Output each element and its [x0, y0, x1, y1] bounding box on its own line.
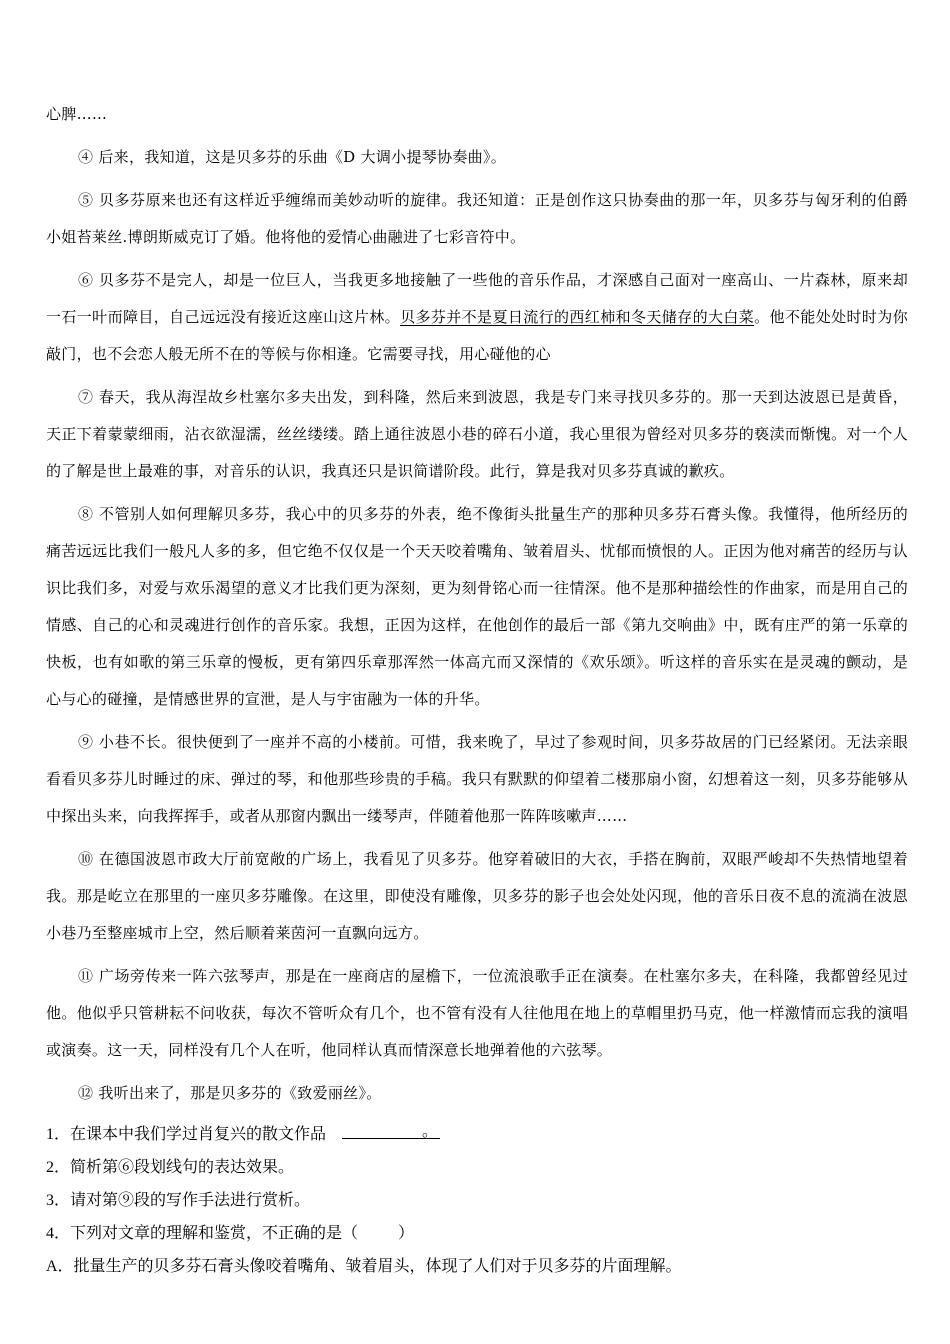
- question-2: 2．简析第⑥段划线句的表达效果。: [46, 1159, 295, 1176]
- paragraph-6: [46, 262, 908, 373]
- paragraph-11: ⑪ 广场旁传来一阵六弦琴声，那是在一座商店的屋檐下，一位流浪歌手正在演奏。在杜塞尔多夫，在科隆，我都曾经见过他。他似乎只管耕耘不问收获，每次不管听众有几个，也不管有没有人往他甩在地上的草帽里扔马克，他一样激情而忘我的演唱或演奏。这一天，同样没有几个人在听，他同样认真而情深意长地弹着他的六弦琴。: [46, 967, 908, 1059]
- answer-blank[interactable]: [342, 1120, 440, 1139]
- question-3: 3．请对第⑨段的写作手法进行赏析。: [46, 1192, 311, 1209]
- question-1: [46, 1118, 908, 1151]
- question-1-text: 1．在课本中我们学过肖复兴的散文作品: [46, 1126, 327, 1143]
- underlined-sentence: 贝多芬并不是夏日流行的西红柿和冬天储存的大白菜: [400, 308, 755, 326]
- paragraph-6-text-a: ⑥ 贝多芬不是完人，却是一位巨人，当我更多地接触了一些他的音乐作品，才深感自己面对一座高山、一片森林，原来却一石一叶而障目，自己远远没有接近这座山这片林。: [46, 271, 908, 326]
- paragraph-7: ⑦ 春天，我从海涅故乡杜塞尔多夫出发，到科隆，然后来到波恩，我是专门来寻找贝多芬的。那一天到达波恩已是黄昏，天正下着蒙蒙细雨，沾衣欲湿濡，丝丝缕缕。踏上通往波恩小巷的碎石小道，我心里很为曾经对贝多芬的亵渎而惭愧。对一个人的了解是世上最难的事，对音乐的认识，我真还只是识简谱阶段。此行，算是我对贝多芬真诚的歉疚。: [46, 388, 908, 480]
- paragraph-9: ⑨ 小巷不长。很快便到了一座并不高的小楼前。可惜，我来晚了，早过了参观时间，贝多芬故居的门已经紧闭。无法亲眼看看贝多芬儿时睡过的床、弹过的琴，和他那些珍贵的手稿。我只有默默的仰望着二楼那扇小窗，幻想着这一刻，贝多芬能够从中探出头来，向我挥挥手，或者从那窗内飘出一缕琴声，伴随着他那一阵阵咳嗽声……: [46, 733, 908, 825]
- paragraph-3-tail: 心脾……: [46, 105, 108, 123]
- paragraph-12: ⑫ 我听出来了，那是贝多芬的《致爱丽丝》。: [78, 1084, 382, 1102]
- paragraph-5: ⑤ 贝多芬原来也还有这样近乎缠绵而美妙动听的旋律。我还知道：正是创作这只协奏曲的那一年，贝多芬与匈牙利的伯爵小姐苔莱丝.博朗斯威克订了婚。他将他的爱情心曲融进了七彩音符中。: [46, 191, 908, 246]
- document-page: [46, 96, 908, 1283]
- question-4-text: 4．下列对文章的理解和鉴赏，不正确的是（: [46, 1225, 359, 1242]
- paragraph-10: ⑩ 在德国波恩市政大厅前宽敞的广场上，我看见了贝多芬。他穿着破旧的大衣，手搭在胸前，双眼严峻却不失热情地望着我。那是屹立在那里的一座贝多芬雕像。在这里，即使没有雕像，贝多芬的影子也会处处闪现，他的音乐日夜不息的流淌在波恩小巷乃至整座城市上空，然后顺着莱茵河一直飘向远方。: [46, 850, 908, 942]
- option-a: A．批量生产的贝多芬石膏头像咬着嘴角、皱着眉头，体现了人们对于贝多芬的片面理解。: [46, 1258, 682, 1275]
- questions-section: [46, 1118, 908, 1283]
- paragraph-8: ⑧ 不管别人如何理解贝多芬，我心中的贝多芬的外表，绝不像街头批量生产的那种贝多芬石膏头像。我懂得，他所经历的痛苦远远比我们一般凡人多的多，但它绝不仅仅是一个天天咬着嘴角、皱着眉头、忧郁而愤恨的人。正因为他对痛苦的经历与认识比我们多，对爱与欢乐渴望的意义才比我们更为深刻，更为刻骨铭心而一往情深。他不是那种描绘性的作曲家，而是用自己的情感、自己的心和灵魂进行创作的音乐家。我想，正因为这样，在他创作的最后一部《第九交响曲》中，既有庄严的第一乐章的快板，也有如歌的第三乐章的慢板，更有第四乐章那浑然一体高亢而又深情的《欢乐颂》。听这样的音乐实在是灵魂的颤动，是心与心的碰撞，是情感世界的宣泄，是人与宇宙融为一体的升华。: [46, 505, 908, 708]
- question-4-close: ）: [398, 1225, 415, 1242]
- blank-period: 。: [422, 1123, 439, 1140]
- paragraph-6-text-b: 。他不能处处时时为你敲门，也不会恋人般无所不在的等候与你相逢。它需要寻找，用心碰他的心: [46, 308, 909, 363]
- question-4: [46, 1217, 908, 1250]
- paragraph-4: ④ 后来，我知道，这是贝多芬的乐曲《D 大调小提琴协奏曲》。: [78, 148, 507, 166]
